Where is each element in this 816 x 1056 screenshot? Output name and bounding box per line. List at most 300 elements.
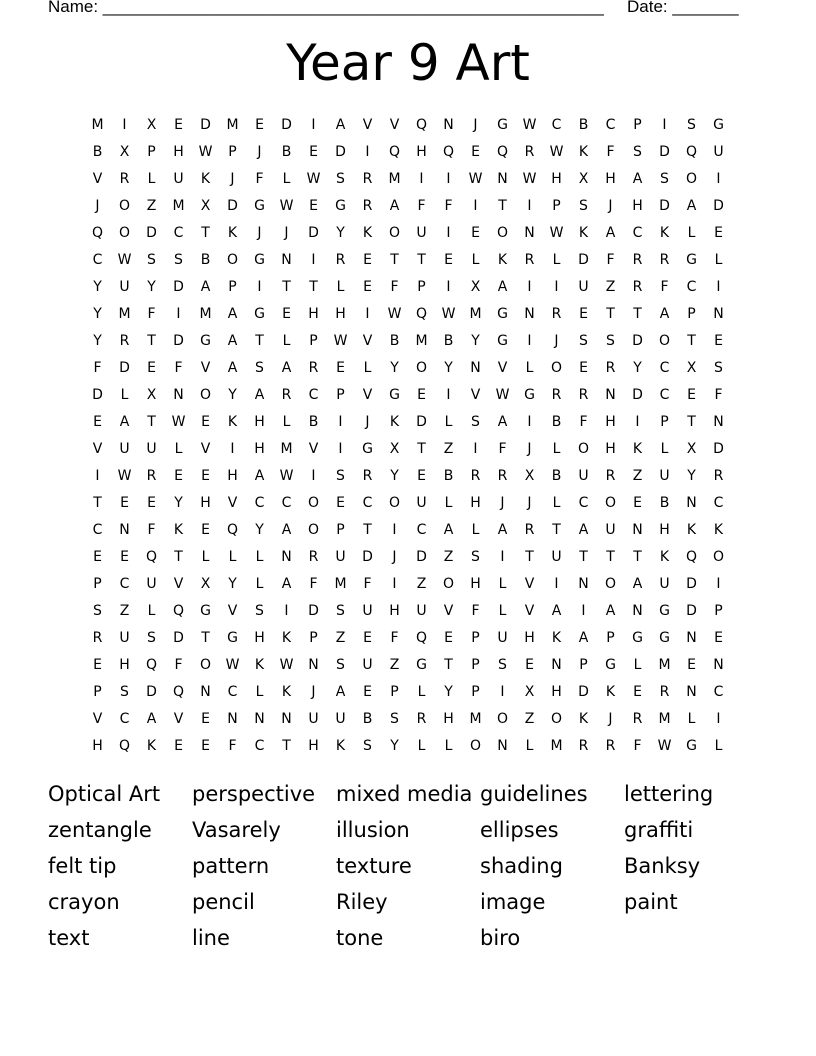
grid-letter: J <box>95 198 100 214</box>
grid-letter: P <box>633 117 642 133</box>
grid-letter: J <box>230 171 235 187</box>
word-item: lettering <box>624 782 714 806</box>
grid-letter: L <box>147 171 156 187</box>
grid-letter: U <box>416 495 427 511</box>
grid-letter: U <box>146 576 157 592</box>
grid-letter: V <box>173 711 184 727</box>
grid-letter: E <box>336 360 345 376</box>
grid-letter: G <box>524 387 535 403</box>
grid-letter: H <box>605 441 616 457</box>
grid-letter: I <box>95 468 100 484</box>
grid-letter: I <box>527 279 532 295</box>
grid-letter: A <box>578 630 589 646</box>
grid-letter: I <box>365 144 370 160</box>
grid-letter: H <box>119 657 130 673</box>
grid-row <box>84 545 732 572</box>
grid-letter: S <box>336 468 345 484</box>
grid-letter: N <box>578 576 589 592</box>
grid-letter: C <box>308 387 319 403</box>
grid-letter: M <box>388 171 401 187</box>
grid-letter: Q <box>685 549 698 565</box>
grid-letter: K <box>578 225 589 241</box>
grid-letter: G <box>389 387 400 403</box>
grid-letter: C <box>362 495 373 511</box>
grid-letter: C <box>92 522 103 538</box>
grid-letter: U <box>119 630 130 646</box>
grid-letter: O <box>550 711 563 727</box>
grid-letter: D <box>308 225 319 241</box>
grid-row <box>84 383 732 410</box>
grid-letter: Z <box>389 657 400 673</box>
grid-letter: H <box>254 630 265 646</box>
grid-letter: E <box>633 495 642 511</box>
word-item: texture <box>336 854 412 878</box>
grid-letter: E <box>201 738 210 754</box>
grid-letter: A <box>605 603 616 619</box>
grid-letter: E <box>120 495 129 511</box>
grid-letter: Q <box>415 117 428 133</box>
grid-letter: E <box>363 252 372 268</box>
grid-letter: D <box>173 279 184 295</box>
grid-letter: I <box>554 279 559 295</box>
grid-letter: Q <box>226 522 239 538</box>
grid-letter: T <box>687 333 696 349</box>
grid-letter: R <box>659 252 670 268</box>
grid-row <box>84 626 732 653</box>
grid-row <box>84 437 732 464</box>
grid-letter: D <box>713 441 724 457</box>
grid-letter: C <box>227 684 238 700</box>
grid-letter: W <box>549 225 564 241</box>
grid-letter: H <box>308 306 319 322</box>
grid-letter: A <box>497 279 508 295</box>
grid-letter: J <box>527 441 532 457</box>
grid-letter: O <box>226 252 239 268</box>
grid-letter: N <box>281 252 292 268</box>
grid-letter: E <box>336 495 345 511</box>
grid-letter: K <box>254 657 265 673</box>
grid-letter: I <box>716 711 721 727</box>
grid-letter: L <box>228 549 237 565</box>
grid-letter: R <box>308 549 319 565</box>
grid-letter: X <box>686 360 697 376</box>
word-item: line <box>192 926 230 950</box>
grid-letter: A <box>254 387 265 403</box>
grid-letter: L <box>363 360 372 376</box>
word-item: Riley <box>336 890 388 914</box>
grid-letter: R <box>146 468 157 484</box>
grid-letter: P <box>471 657 480 673</box>
grid-letter: J <box>392 549 397 565</box>
grid-letter: O <box>712 549 725 565</box>
grid-letter: P <box>687 306 696 322</box>
grid-letter: G <box>659 630 670 646</box>
grid-letter: H <box>470 495 481 511</box>
grid-letter: A <box>686 198 697 214</box>
grid-letter: O <box>199 657 212 673</box>
grid-letter: U <box>578 279 589 295</box>
grid-row <box>84 167 732 194</box>
grid-letter: I <box>392 522 397 538</box>
grid-letter: K <box>659 549 670 565</box>
grid-letter: J <box>554 333 559 349</box>
grid-letter: L <box>552 441 561 457</box>
grid-letter: I <box>662 117 667 133</box>
grid-letter: H <box>551 684 562 700</box>
grid-letter: I <box>284 603 289 619</box>
grid-letter: H <box>605 414 616 430</box>
grid-letter: I <box>527 414 532 430</box>
grid-letter: P <box>660 414 669 430</box>
grid-letter: K <box>335 738 346 754</box>
grid-letter: M <box>199 306 212 322</box>
grid-row <box>84 248 732 275</box>
grid-letter: A <box>443 522 454 538</box>
grid-letter: R <box>524 252 535 268</box>
grid-letter: P <box>417 279 426 295</box>
grid-letter: Q <box>415 630 428 646</box>
grid-letter: I <box>554 576 559 592</box>
grid-letter: E <box>417 387 426 403</box>
grid-letter: W <box>306 171 321 187</box>
grid-letter: G <box>497 333 508 349</box>
grid-letter: R <box>551 306 562 322</box>
grid-letter: K <box>281 630 292 646</box>
grid-letter: K <box>632 441 643 457</box>
grid-letter: F <box>174 657 183 673</box>
grid-letter: Q <box>496 144 509 160</box>
grid-letter: F <box>417 198 426 214</box>
grid-letter: G <box>497 117 508 133</box>
grid-letter: M <box>118 306 131 322</box>
grid-letter: Z <box>146 198 157 214</box>
grid-letter: B <box>389 333 400 349</box>
grid-letter: E <box>174 468 183 484</box>
grid-letter: E <box>633 684 642 700</box>
grid-letter: U <box>659 468 670 484</box>
grid-letter: F <box>147 306 156 322</box>
word-item: Vasarely <box>192 818 281 842</box>
grid-letter: Q <box>685 144 698 160</box>
grid-letter: I <box>500 684 505 700</box>
grid-letter: Y <box>93 279 102 295</box>
grid-letter: F <box>93 360 102 376</box>
grid-row <box>84 653 732 680</box>
grid-letter: J <box>257 144 262 160</box>
grid-letter: C <box>119 711 130 727</box>
grid-letter: Z <box>335 630 346 646</box>
grid-letter: T <box>309 279 318 295</box>
grid-letter: P <box>147 144 156 160</box>
grid-letter: G <box>200 603 211 619</box>
grid-letter: N <box>686 630 697 646</box>
grid-letter: Q <box>91 225 104 241</box>
grid-letter: M <box>280 441 293 457</box>
grid-letter: A <box>227 333 238 349</box>
grid-letter: Y <box>390 360 399 376</box>
grid-letter: G <box>659 603 670 619</box>
grid-letter: G <box>254 306 265 322</box>
grid-letter: N <box>632 522 643 538</box>
grid-letter: T <box>201 225 210 241</box>
grid-letter: T <box>255 333 264 349</box>
grid-letter: B <box>443 468 454 484</box>
grid-letter: V <box>362 117 373 133</box>
grid-letter: L <box>552 252 561 268</box>
grid-letter: D <box>686 576 697 592</box>
grid-letter: I <box>338 414 343 430</box>
grid-letter: I <box>635 414 640 430</box>
grid-row <box>84 464 732 491</box>
grid-letter: Z <box>524 711 535 727</box>
grid-letter: W <box>171 414 186 430</box>
grid-letter: I <box>311 117 316 133</box>
grid-letter: N <box>551 657 562 673</box>
grid-letter: H <box>551 171 562 187</box>
grid-letter: N <box>524 225 535 241</box>
grid-letter: S <box>255 603 264 619</box>
grid-letter: O <box>658 333 671 349</box>
grid-letter: X <box>578 171 589 187</box>
grid-letter: N <box>686 495 697 511</box>
grid-letter: Y <box>174 495 183 511</box>
grid-letter: Y <box>633 360 642 376</box>
grid-letter: U <box>362 603 373 619</box>
grid-row <box>84 599 732 626</box>
grid-letter: V <box>92 171 103 187</box>
grid-letter: L <box>525 360 534 376</box>
grid-letter: S <box>471 549 480 565</box>
grid-letter: N <box>200 684 211 700</box>
grid-letter: F <box>309 576 318 592</box>
grid-row <box>84 302 732 329</box>
grid-letter: F <box>660 279 669 295</box>
grid-letter: X <box>146 117 157 133</box>
grid-letter: D <box>416 414 427 430</box>
grid-letter: R <box>578 738 589 754</box>
grid-letter: J <box>257 225 262 241</box>
grid-letter: E <box>309 198 318 214</box>
grid-letter: S <box>579 198 588 214</box>
grid-letter: W <box>198 144 213 160</box>
grid-letter: P <box>390 684 399 700</box>
grid-letter: O <box>550 360 563 376</box>
grid-row <box>84 113 732 140</box>
grid-letter: E <box>309 144 318 160</box>
word-item: shading <box>480 854 563 878</box>
grid-letter: Y <box>228 576 237 592</box>
grid-letter: H <box>470 576 481 592</box>
word-row <box>48 848 768 884</box>
grid-letter: F <box>498 441 507 457</box>
grid-letter: B <box>659 495 670 511</box>
grid-letter: U <box>416 225 427 241</box>
grid-letter: H <box>254 441 265 457</box>
grid-letter: I <box>527 198 532 214</box>
grid-letter: N <box>632 603 643 619</box>
grid-letter: Q <box>415 306 428 322</box>
grid-letter: E <box>282 306 291 322</box>
grid-letter: E <box>147 360 156 376</box>
grid-letter: B <box>200 252 211 268</box>
grid-letter: U <box>308 711 319 727</box>
word-item: image <box>480 890 546 914</box>
grid-letter: L <box>255 576 264 592</box>
grid-letter: R <box>470 468 481 484</box>
grid-letter: S <box>633 144 642 160</box>
grid-letter: A <box>200 279 211 295</box>
grid-letter: E <box>93 549 102 565</box>
grid-letter: D <box>713 198 724 214</box>
grid-letter: K <box>551 630 562 646</box>
grid-letter: A <box>389 198 400 214</box>
grid-letter: E <box>120 549 129 565</box>
grid-letter: R <box>335 252 346 268</box>
grid-letter: L <box>282 414 291 430</box>
grid-letter: G <box>416 657 427 673</box>
grid-letter: A <box>659 306 670 322</box>
grid-letter: H <box>254 414 265 430</box>
grid-letter: I <box>311 252 316 268</box>
word-row <box>48 812 768 848</box>
grid-letter: E <box>201 414 210 430</box>
grid-letter: N <box>119 522 130 538</box>
grid-letter: I <box>446 387 451 403</box>
grid-letter: P <box>552 198 561 214</box>
grid-letter: P <box>228 279 237 295</box>
grid-letter: A <box>254 468 265 484</box>
grid-letter: L <box>120 387 129 403</box>
grid-letter: P <box>714 603 723 619</box>
grid-letter: L <box>525 738 534 754</box>
grid-letter: Z <box>605 279 616 295</box>
grid-letter: G <box>686 738 697 754</box>
grid-letter: T <box>174 549 183 565</box>
word-item: ellipses <box>480 818 559 842</box>
grid-letter: R <box>632 711 643 727</box>
word-item: pencil <box>192 890 255 914</box>
grid-letter: R <box>119 171 130 187</box>
grid-letter: E <box>687 657 696 673</box>
grid-letter: M <box>469 306 482 322</box>
grid-letter: V <box>92 711 103 727</box>
grid-letter: N <box>308 657 319 673</box>
grid-letter: T <box>147 333 156 349</box>
grid-letter: Y <box>228 387 237 403</box>
grid-letter: F <box>714 387 723 403</box>
grid-letter: M <box>91 117 104 133</box>
grid-letter: P <box>93 684 102 700</box>
grid-letter: V <box>92 441 103 457</box>
grid-letter: P <box>93 576 102 592</box>
grid-letter: F <box>255 171 264 187</box>
grid-letter: H <box>416 144 427 160</box>
grid-letter: S <box>147 630 156 646</box>
grid-letter: N <box>173 387 184 403</box>
word-item: tone <box>336 926 384 950</box>
grid-row <box>84 572 732 599</box>
grid-letter: T <box>606 549 615 565</box>
word-item: mixed media <box>336 782 473 806</box>
grid-letter: L <box>201 549 210 565</box>
grid-letter: T <box>444 657 453 673</box>
grid-letter: S <box>336 171 345 187</box>
grid-letter: W <box>279 198 294 214</box>
grid-letter: Q <box>172 684 185 700</box>
grid-letter: D <box>578 252 589 268</box>
grid-letter: T <box>417 252 426 268</box>
grid-letter: P <box>228 144 237 160</box>
grid-letter: N <box>497 171 508 187</box>
grid-letter: D <box>335 144 346 160</box>
word-item: pattern <box>192 854 270 878</box>
grid-letter: R <box>362 198 373 214</box>
letter-grid <box>84 113 732 761</box>
grid-letter: S <box>93 603 102 619</box>
grid-letter: W <box>333 333 348 349</box>
grid-letter: U <box>146 441 157 457</box>
grid-letter: S <box>687 117 696 133</box>
grid-letter: C <box>551 117 562 133</box>
grid-letter: K <box>713 522 724 538</box>
grid-letter: G <box>713 117 724 133</box>
grid-letter: E <box>93 657 102 673</box>
grid-letter: G <box>632 630 643 646</box>
grid-letter: T <box>201 630 210 646</box>
word-item: Banksy <box>624 854 701 878</box>
grid-letter: F <box>633 738 642 754</box>
grid-letter: R <box>362 468 373 484</box>
grid-letter: V <box>362 333 373 349</box>
grid-letter: N <box>281 711 292 727</box>
grid-letter: Z <box>632 468 643 484</box>
grid-letter: Z <box>443 549 454 565</box>
grid-letter: J <box>365 414 370 430</box>
grid-letter: T <box>417 441 426 457</box>
grid-letter: C <box>416 522 427 538</box>
grid-letter: K <box>200 171 211 187</box>
word-row <box>48 776 768 812</box>
grid-letter: Q <box>172 603 185 619</box>
grid-letter: E <box>525 657 534 673</box>
grid-letter: V <box>227 495 238 511</box>
grid-letter: D <box>578 684 589 700</box>
grid-letter: L <box>633 657 642 673</box>
grid-letter: C <box>605 117 616 133</box>
grid-letter: D <box>362 549 373 565</box>
grid-letter: M <box>658 657 671 673</box>
grid-letter: U <box>119 441 130 457</box>
grid-letter: J <box>608 198 613 214</box>
grid-letter: N <box>524 306 535 322</box>
grid-letter: Z <box>119 603 130 619</box>
grid-letter: D <box>173 333 184 349</box>
grid-letter: G <box>497 306 508 322</box>
grid-letter: L <box>471 252 480 268</box>
grid-letter: L <box>147 603 156 619</box>
grid-letter: A <box>497 414 508 430</box>
grid-letter: E <box>201 711 210 727</box>
grid-letter: A <box>281 522 292 538</box>
grid-letter: C <box>254 738 265 754</box>
grid-letter: E <box>444 252 453 268</box>
grid-letter: T <box>282 738 291 754</box>
grid-letter: L <box>282 171 291 187</box>
grid-letter: W <box>117 252 132 268</box>
grid-letter: P <box>606 630 615 646</box>
grid-letter: D <box>632 387 643 403</box>
grid-letter: I <box>473 198 478 214</box>
